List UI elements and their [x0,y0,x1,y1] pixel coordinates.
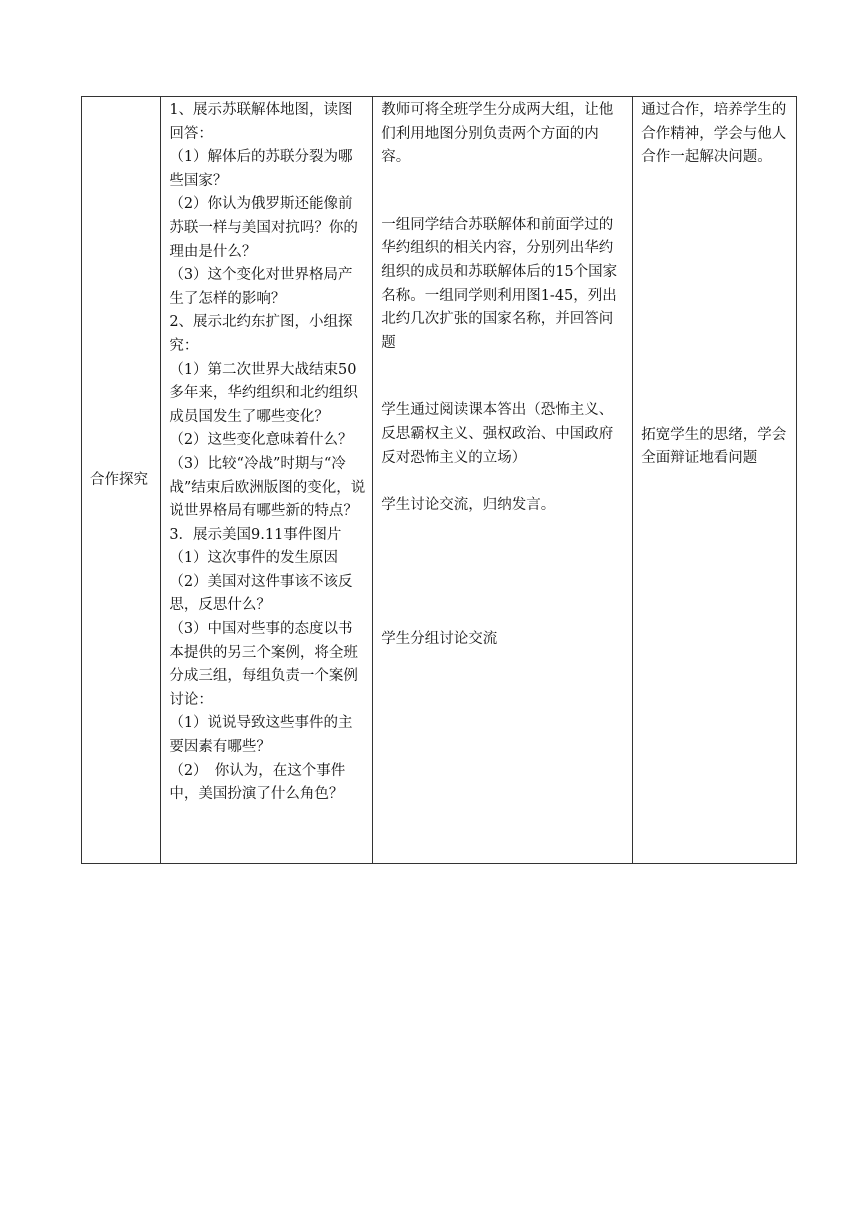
activity-item: （2）美国对这件事该不该反思，反思什么？ [169,573,353,614]
student-activity-item: 学生讨论交流，归纳发言。 [381,497,556,514]
activity-item: （1）第二次世界大战结束50多年来，华约组织和北约组织成员国发生了哪些变化？ [169,361,358,425]
activity-item: （2） 你认为，在这个事件中，美国扮演了什么角色？ [169,762,346,803]
student-activity-item: 学生通过阅读课本答出（恐怖主义、反思霸权主义、强权政治、中国政府反对恐怖主义的立场） [381,402,614,466]
intention-item: 拓宽学生的思绪，学会全面辩证地看问题 [641,426,787,467]
activity-item: 2、展示北约东扩图，小组探究： [169,314,353,354]
stage-cell [82,97,161,864]
activity-item: （1）这次事件的发生原因 [169,550,339,567]
lesson-plan-table [81,96,797,864]
activity-item: （2）你认为俄罗斯还能像前苏联一样与美国对抗吗？你的理由是什么？ [169,196,358,260]
activity-item: 1、展示苏联解体地图，读图回答： [169,102,353,142]
activity-item: （2）这些变化意味着什么？ [169,432,353,449]
intention-cell [633,97,797,864]
activity-item: （3）比较“冷战”时期与“冷战”结束后欧洲版图的变化，说说世界格局有哪些新的特点？ [169,455,366,520]
activity-item: （1）解体后的苏联分裂为哪些国家？ [169,149,353,189]
student-activity-item: 教师可将全班学生分成两大组，让他们利用地图分别负责两个方面的内容。 [381,102,614,166]
activities-cell [161,97,373,864]
stage-label: 合作探究 [90,472,148,489]
activity-item: （3）中国对些事的态度以书本提供的另三个案例，将全班分成三组，每组负责一个案例讨论： [169,621,358,708]
activity-item: 3．展示美国9.11事件图片 [169,526,342,543]
activity-item: （3）这个变化对世界格局产生了怎样的影响？ [169,267,353,307]
student-activity-item: 学生分组讨论交流 [381,630,498,647]
student-activity-item: 一组同学结合苏联解体和前面学过的华约组织的相关内容，分别列出华约组织的成员和苏联解体后的15个国家名称。一组同学则利用图1-45，列出北约几次扩张的国家名称，并回答问题 [381,216,618,351]
table-row [82,97,797,864]
intention-item: 通过合作，培养学生的合作精神，学会与他人合作一起解决问题。 [641,102,787,166]
activity-item: （1）说说导致这些事件的主要因素有哪些？ [169,715,353,756]
student-activity-cell [373,97,633,864]
